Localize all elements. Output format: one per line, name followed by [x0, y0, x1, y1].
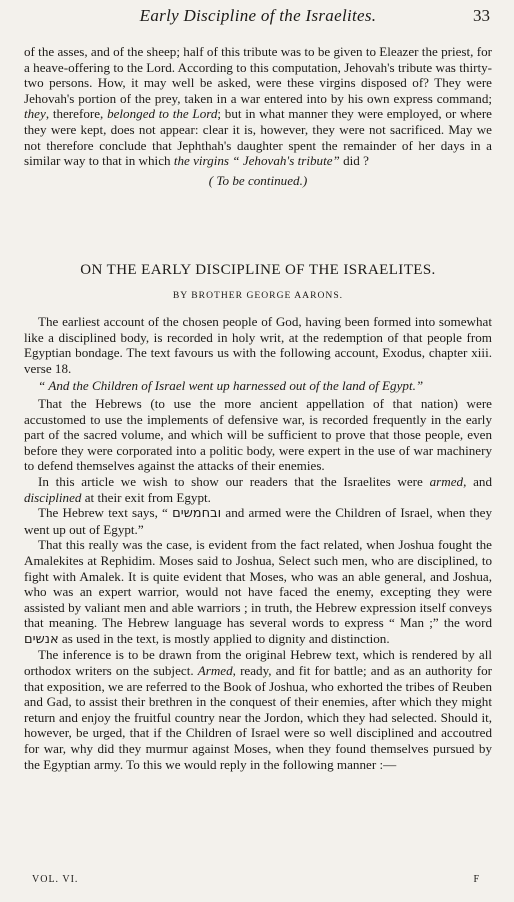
paragraph: That the Hebrews (to use the more ancient appellation of that nation) were accustomed to use the implements of defensive war, is recorded frequently in the early part of the sacred volume, and which will be sufficient to prove that those people, even before they were corporated into a politic body, were expert in the use of war machinery to defend themselves against the attacks of their enemies.	[24, 395, 492, 474]
paragraph: The inference is to be drawn from the original Hebrew text, which is rendered by all orthodox writers on the subject. Armed, ready, and fit for battle; and as an authority for that exposition, we are referred to the Book of Joshua, who exhorted the tribes of Reuben and Gad, to assist their brethren in the conquest of their enemies, after which they might return and enjoy the fruitful country near the Jordon, which they had selected. Should it, however, be urged, that if the Children of Israel were so well disciplined and accoutred for war, why did they murmur against Moses, when they found themselves pursued by the Egyptian army. To this we would reply in the following manner :—	[24, 647, 492, 772]
scripture-quote: “ And the Children of Israel went up harnessed out of the land of Egypt.”	[38, 378, 424, 394]
article-body	[24, 314, 492, 772]
paragraph: In this article we wish to show our readers that the Israelites were armed, and disciplined at their exit from Egypt.	[24, 473, 492, 505]
article-byline: BY BROTHER GEORGE AARONS.	[172, 290, 344, 301]
article-title: ON THE EARLY DISCIPLINE OF THE ISRAELITES.	[80, 262, 436, 278]
paragraph: That this really was the case, is evident from the fact related, when Joshua fought the Amalekites at Rephidim. Moses said to Joshua, Select such men, who are disciplined, to fight with Amalek. It is quite evident that Moses, who was an able general, and Joshua, who was an expert warrior, would not have faced the enemy, excepting they were assisted by valiant men and able warriors ; in truth, the Hebrew expression itself conveys that meaning. The Hebrew language has several words to express “ Man ;” the word אנשים as used in the text, is mostly applied to dignity and distinction.	[24, 537, 492, 647]
hebrew-word: אנשים	[24, 631, 59, 647]
volume-mark: VOL. VI.	[32, 874, 79, 885]
signature-mark: F	[473, 874, 480, 885]
paragraph: The earliest account of the chosen people of God, having been formed into somewhat like a disciplined body, is recorded in holy writ, at the redemption of that people from Egyptian bondage. The text favours us with the following account, Exodus, chapter xiii. verse 18.	[24, 314, 492, 376]
page-footer	[32, 874, 480, 885]
running-title: Early Discipline of the Israelites.	[139, 6, 377, 25]
to-be-continued: ( To be continued.)	[208, 172, 308, 188]
hebrew-word: ובחמשים	[172, 506, 222, 522]
paragraph: The Hebrew text says, “ ובחמשים and armed were the Children of Israel, when they went up out of Egypt.”	[24, 505, 492, 537]
page-number: 33	[473, 6, 490, 25]
running-head	[24, 6, 492, 32]
continued-article-text	[24, 44, 492, 189]
paragraph: of the asses, and of the sheep; half of this tribute was to be given to Eleazer the priest, for a heave-offering to the Lord. According to this computation, Jehovah's tribute was thirty-two persons. How, it may well be asked, were these virgins disposed of? They were Jehovah's portion of the prey, taken in a war entered into by his own express command; they, therefore, belonged to the Lord; but in what manner they were employed, or where they were kept, does not appear: clear it is, however, they were not sacrificed. May we not therefore conclude that Jephthah's daughter spent the remainder of her days in a similar way to that in which the virgins “ Jehovah's tribute” did ?	[24, 44, 492, 169]
